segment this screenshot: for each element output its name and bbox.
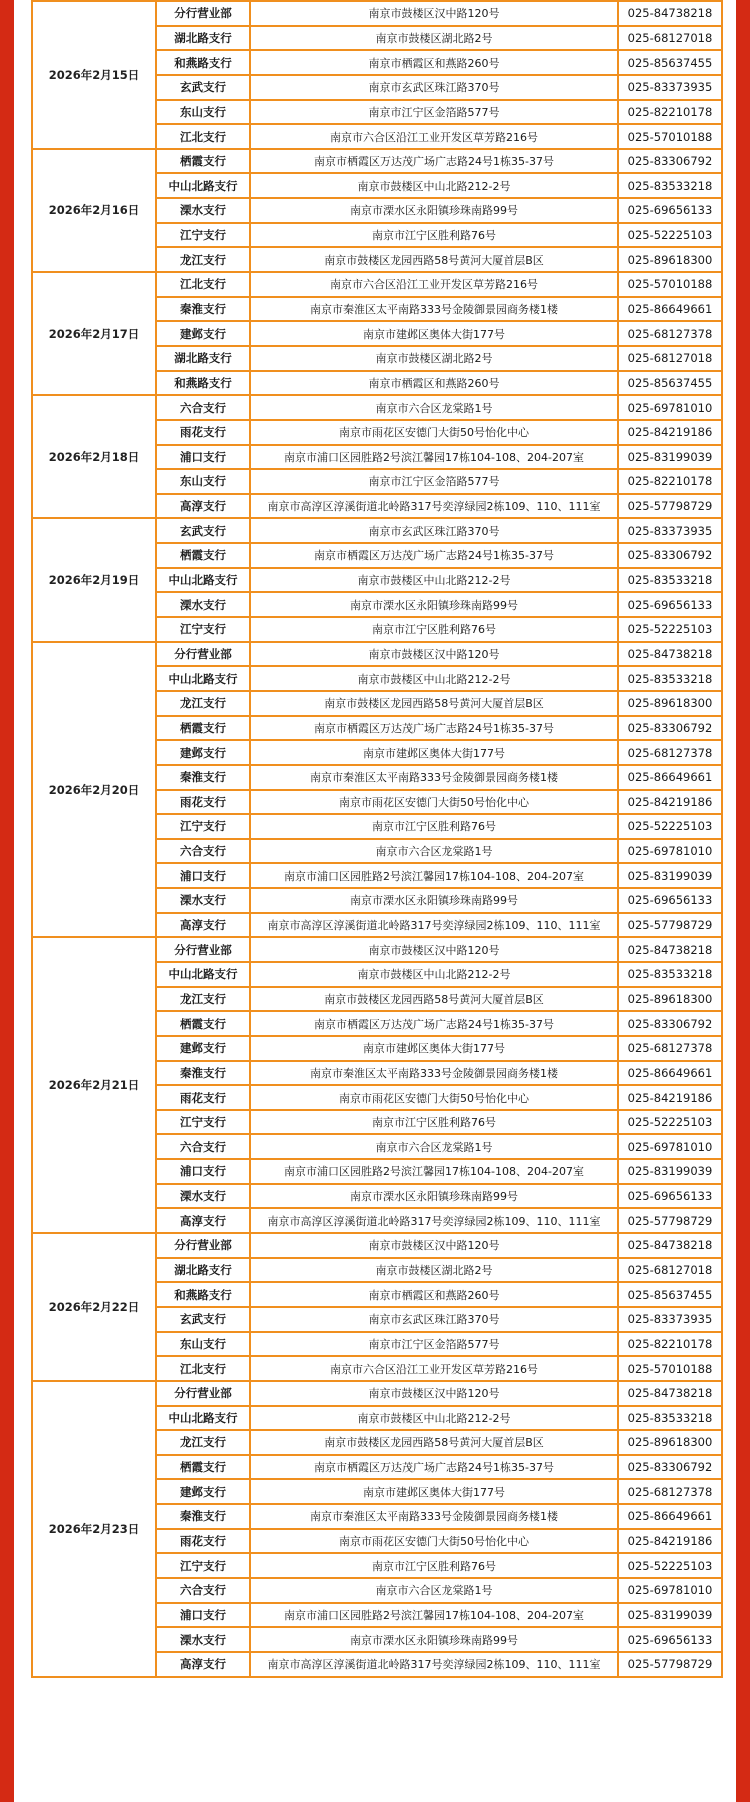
branch-name-cell: 溧水支行: [156, 198, 250, 223]
branch-name-cell: 和燕路支行: [156, 371, 250, 396]
branch-name-cell: 分行营业部: [156, 1, 250, 26]
phone-cell: 025-89618300: [618, 691, 722, 716]
address-cell: 南京市鼓楼区汉中路120号: [250, 1, 618, 26]
phone-cell: 025-68127378: [618, 1036, 722, 1061]
address-cell: 南京市六合区龙棠路1号: [250, 1578, 618, 1603]
phone-cell: 025-83306792: [618, 716, 722, 741]
date-cell: 2026年2月20日: [32, 642, 156, 938]
address-cell: 南京市高淳区淳溪街道北岭路317号奕淳绿园2栋109、110、111室: [250, 913, 618, 938]
branch-name-cell: 六合支行: [156, 1578, 250, 1603]
date-cell: 2026年2月17日: [32, 272, 156, 395]
branch-name-cell: 中山北路支行: [156, 962, 250, 987]
phone-cell: 025-57798729: [618, 1208, 722, 1233]
address-cell: 南京市秦淮区太平南路333号金陵御景园商务楼1楼: [250, 1061, 618, 1086]
date-cell: 2026年2月23日: [32, 1381, 156, 1677]
branch-name-cell: 栖霞支行: [156, 716, 250, 741]
branch-name-cell: 和燕路支行: [156, 1282, 250, 1307]
phone-cell: 025-89618300: [618, 247, 722, 272]
phone-cell: 025-82210178: [618, 1332, 722, 1357]
address-cell: 南京市江宁区胜利路76号: [250, 617, 618, 642]
phone-cell: 025-83199039: [618, 863, 722, 888]
phone-cell: 025-86649661: [618, 1504, 722, 1529]
address-cell: 南京市鼓楼区中山北路212-2号: [250, 173, 618, 198]
branch-name-cell: 湖北路支行: [156, 26, 250, 51]
address-cell: 南京市建邺区奥体大街177号: [250, 1479, 618, 1504]
branch-name-cell: 建邺支行: [156, 1036, 250, 1061]
phone-cell: 025-89618300: [618, 1430, 722, 1455]
phone-cell: 025-68127018: [618, 26, 722, 51]
branch-name-cell: 溧水支行: [156, 1627, 250, 1652]
address-cell: 南京市鼓楼区汉中路120号: [250, 642, 618, 667]
date-cell: 2026年2月19日: [32, 518, 156, 641]
phone-cell: 025-69656133: [618, 888, 722, 913]
phone-cell: 025-83373935: [618, 1307, 722, 1332]
branch-name-cell: 秦淮支行: [156, 297, 250, 322]
branch-name-cell: 秦淮支行: [156, 765, 250, 790]
branch-name-cell: 中山北路支行: [156, 173, 250, 198]
table-row: [32, 395, 722, 420]
address-cell: 南京市鼓楼区龙园西路58号黄河大厦首层B区: [250, 1430, 618, 1455]
branch-name-cell: 龙江支行: [156, 987, 250, 1012]
branch-name-cell: 雨花支行: [156, 420, 250, 445]
branch-name-cell: 建邺支行: [156, 1479, 250, 1504]
phone-cell: 025-83533218: [618, 666, 722, 691]
address-cell: 南京市溧水区永阳镇珍珠南路99号: [250, 888, 618, 913]
address-cell: 南京市鼓楼区龙园西路58号黄河大厦首层B区: [250, 247, 618, 272]
branch-name-cell: 栖霞支行: [156, 543, 250, 568]
phone-cell: 025-57798729: [618, 494, 722, 519]
phone-cell: 025-52225103: [618, 814, 722, 839]
branch-name-cell: 分行营业部: [156, 1381, 250, 1406]
address-cell: 南京市鼓楼区中山北路212-2号: [250, 962, 618, 987]
branch-name-cell: 溧水支行: [156, 1184, 250, 1209]
branch-name-cell: 溧水支行: [156, 592, 250, 617]
branch-name-cell: 东山支行: [156, 1332, 250, 1357]
branch-name-cell: 六合支行: [156, 839, 250, 864]
address-cell: 南京市雨花区安德门大街50号怡化中心: [250, 420, 618, 445]
date-cell: 2026年2月18日: [32, 395, 156, 518]
address-cell: 南京市鼓楼区中山北路212-2号: [250, 568, 618, 593]
table-row: [32, 642, 722, 667]
phone-cell: 025-84738218: [618, 1381, 722, 1406]
phone-cell: 025-83306792: [618, 543, 722, 568]
branch-name-cell: 分行营业部: [156, 937, 250, 962]
phone-cell: 025-84219186: [618, 790, 722, 815]
branch-name-cell: 江宁支行: [156, 1110, 250, 1135]
phone-cell: 025-84738218: [618, 642, 722, 667]
phone-cell: 025-69656133: [618, 198, 722, 223]
address-cell: 南京市雨花区安德门大街50号怡化中心: [250, 790, 618, 815]
branch-name-cell: 雨花支行: [156, 1529, 250, 1554]
branch-name-cell: 高淳支行: [156, 1652, 250, 1677]
phone-cell: 025-83306792: [618, 149, 722, 174]
phone-cell: 025-52225103: [618, 1110, 722, 1135]
address-cell: 南京市鼓楼区湖北路2号: [250, 26, 618, 51]
phone-cell: 025-68127378: [618, 321, 722, 346]
phone-cell: 025-86649661: [618, 765, 722, 790]
phone-cell: 025-84738218: [618, 1233, 722, 1258]
phone-cell: 025-83533218: [618, 962, 722, 987]
address-cell: 南京市雨花区安德门大街50号怡化中心: [250, 1085, 618, 1110]
phone-cell: 025-86649661: [618, 297, 722, 322]
address-cell: 南京市秦淮区太平南路333号金陵御景园商务楼1楼: [250, 1504, 618, 1529]
phone-cell: 025-86649661: [618, 1061, 722, 1086]
address-cell: 南京市浦口区园胜路2号滨江馨园17栋104-108、204-207室: [250, 1603, 618, 1628]
branch-schedule-table: [31, 0, 723, 1678]
table-row: [32, 937, 722, 962]
address-cell: 南京市六合区沿江工业开发区草芳路216号: [250, 1356, 618, 1381]
phone-cell: 025-52225103: [618, 1553, 722, 1578]
phone-cell: 025-84738218: [618, 937, 722, 962]
phone-cell: 025-69656133: [618, 592, 722, 617]
phone-cell: 025-69656133: [618, 1184, 722, 1209]
phone-cell: 025-83199039: [618, 1603, 722, 1628]
branch-name-cell: 六合支行: [156, 395, 250, 420]
address-cell: 南京市栖霞区和燕路260号: [250, 371, 618, 396]
phone-cell: 025-68127018: [618, 346, 722, 371]
branch-name-cell: 中山北路支行: [156, 1406, 250, 1431]
branch-name-cell: 中山北路支行: [156, 666, 250, 691]
address-cell: 南京市鼓楼区中山北路212-2号: [250, 666, 618, 691]
branch-name-cell: 秦淮支行: [156, 1061, 250, 1086]
address-cell: 南京市溧水区永阳镇珍珠南路99号: [250, 1184, 618, 1209]
address-cell: 南京市建邺区奥体大街177号: [250, 740, 618, 765]
address-cell: 南京市鼓楼区中山北路212-2号: [250, 1406, 618, 1431]
branch-name-cell: 玄武支行: [156, 518, 250, 543]
branch-name-cell: 高淳支行: [156, 494, 250, 519]
schedule-table-body: [32, 1, 722, 1677]
address-cell: 南京市江宁区金箔路577号: [250, 100, 618, 125]
branch-name-cell: 江北支行: [156, 124, 250, 149]
phone-cell: 025-83373935: [618, 75, 722, 100]
branch-name-cell: 东山支行: [156, 100, 250, 125]
address-cell: 南京市高淳区淳溪街道北岭路317号奕淳绿园2栋109、110、111室: [250, 494, 618, 519]
address-cell: 南京市建邺区奥体大街177号: [250, 1036, 618, 1061]
branch-name-cell: 江北支行: [156, 1356, 250, 1381]
phone-cell: 025-83306792: [618, 1455, 722, 1480]
branch-name-cell: 溧水支行: [156, 888, 250, 913]
phone-cell: 025-69781010: [618, 839, 722, 864]
branch-name-cell: 分行营业部: [156, 642, 250, 667]
branch-name-cell: 秦淮支行: [156, 1504, 250, 1529]
phone-cell: 025-69656133: [618, 1627, 722, 1652]
address-cell: 南京市江宁区金箔路577号: [250, 469, 618, 494]
address-cell: 南京市浦口区园胜路2号滨江馨园17栋104-108、204-207室: [250, 1159, 618, 1184]
address-cell: 南京市六合区龙棠路1号: [250, 1134, 618, 1159]
phone-cell: 025-83533218: [618, 1406, 722, 1431]
phone-cell: 025-57798729: [618, 913, 722, 938]
phone-cell: 025-57010188: [618, 1356, 722, 1381]
date-cell: 2026年2月22日: [32, 1233, 156, 1381]
branch-name-cell: 浦口支行: [156, 445, 250, 470]
branch-name-cell: 分行营业部: [156, 1233, 250, 1258]
address-cell: 南京市鼓楼区汉中路120号: [250, 1381, 618, 1406]
phone-cell: 025-84219186: [618, 420, 722, 445]
phone-cell: 025-68127378: [618, 740, 722, 765]
branch-name-cell: 江宁支行: [156, 814, 250, 839]
table-row: [32, 1, 722, 26]
date-cell: 2026年2月16日: [32, 149, 156, 272]
address-cell: 南京市溧水区永阳镇珍珠南路99号: [250, 198, 618, 223]
branch-name-cell: 玄武支行: [156, 75, 250, 100]
branch-name-cell: 雨花支行: [156, 790, 250, 815]
branch-name-cell: 建邺支行: [156, 740, 250, 765]
branch-name-cell: 浦口支行: [156, 863, 250, 888]
phone-cell: 025-69781010: [618, 1578, 722, 1603]
phone-cell: 025-57010188: [618, 272, 722, 297]
address-cell: 南京市栖霞区万达茂广场广志路24号1栋35-37号: [250, 716, 618, 741]
branch-name-cell: 高淳支行: [156, 1208, 250, 1233]
table-row: [32, 518, 722, 543]
branch-name-cell: 高淳支行: [156, 913, 250, 938]
branch-name-cell: 湖北路支行: [156, 346, 250, 371]
phone-cell: 025-83199039: [618, 445, 722, 470]
phone-cell: 025-57798729: [618, 1652, 722, 1677]
phone-cell: 025-83199039: [618, 1159, 722, 1184]
address-cell: 南京市鼓楼区龙园西路58号黄河大厦首层B区: [250, 987, 618, 1012]
branch-name-cell: 玄武支行: [156, 1307, 250, 1332]
address-cell: 南京市六合区龙棠路1号: [250, 839, 618, 864]
address-cell: 南京市建邺区奥体大街177号: [250, 321, 618, 346]
table-row: [32, 1381, 722, 1406]
branch-name-cell: 龙江支行: [156, 247, 250, 272]
phone-cell: 025-82210178: [618, 469, 722, 494]
address-cell: 南京市江宁区胜利路76号: [250, 814, 618, 839]
address-cell: 南京市溧水区永阳镇珍珠南路99号: [250, 1627, 618, 1652]
phone-cell: 025-83306792: [618, 1011, 722, 1036]
phone-cell: 025-52225103: [618, 617, 722, 642]
address-cell: 南京市鼓楼区龙园西路58号黄河大厦首层B区: [250, 691, 618, 716]
branch-name-cell: 江宁支行: [156, 1553, 250, 1578]
phone-cell: 025-68127018: [618, 1258, 722, 1283]
branch-name-cell: 和燕路支行: [156, 50, 250, 75]
address-cell: 南京市高淳区淳溪街道北岭路317号奕淳绿园2栋109、110、111室: [250, 1208, 618, 1233]
branch-name-cell: 龙江支行: [156, 691, 250, 716]
branch-name-cell: 浦口支行: [156, 1603, 250, 1628]
address-cell: 南京市栖霞区万达茂广场广志路24号1栋35-37号: [250, 1011, 618, 1036]
address-cell: 南京市溧水区永阳镇珍珠南路99号: [250, 592, 618, 617]
date-cell: 2026年2月15日: [32, 1, 156, 149]
phone-cell: 025-85637455: [618, 371, 722, 396]
table-row: [32, 149, 722, 174]
phone-cell: 025-52225103: [618, 223, 722, 248]
address-cell: 南京市浦口区园胜路2号滨江馨园17栋104-108、204-207室: [250, 445, 618, 470]
address-cell: 南京市栖霞区万达茂广场广志路24号1栋35-37号: [250, 149, 618, 174]
phone-cell: 025-69781010: [618, 1134, 722, 1159]
phone-cell: 025-89618300: [618, 987, 722, 1012]
phone-cell: 025-84219186: [618, 1529, 722, 1554]
address-cell: 南京市六合区龙棠路1号: [250, 395, 618, 420]
address-cell: 南京市玄武区珠江路370号: [250, 518, 618, 543]
phone-cell: 025-84219186: [618, 1085, 722, 1110]
branch-name-cell: 栖霞支行: [156, 1455, 250, 1480]
branch-name-cell: 六合支行: [156, 1134, 250, 1159]
branch-name-cell: 江北支行: [156, 272, 250, 297]
phone-cell: 025-82210178: [618, 100, 722, 125]
branch-name-cell: 雨花支行: [156, 1085, 250, 1110]
address-cell: 南京市鼓楼区湖北路2号: [250, 1258, 618, 1283]
branch-name-cell: 江宁支行: [156, 223, 250, 248]
branch-name-cell: 江宁支行: [156, 617, 250, 642]
address-cell: 南京市栖霞区和燕路260号: [250, 1282, 618, 1307]
branch-name-cell: 湖北路支行: [156, 1258, 250, 1283]
address-cell: 南京市高淳区淳溪街道北岭路317号奕淳绿园2栋109、110、111室: [250, 1652, 618, 1677]
address-cell: 南京市秦淮区太平南路333号金陵御景园商务楼1楼: [250, 297, 618, 322]
date-cell: 2026年2月21日: [32, 937, 156, 1233]
phone-cell: 025-84738218: [618, 1, 722, 26]
address-cell: 南京市玄武区珠江路370号: [250, 75, 618, 100]
phone-cell: 025-83533218: [618, 568, 722, 593]
phone-cell: 025-69781010: [618, 395, 722, 420]
phone-cell: 025-85637455: [618, 50, 722, 75]
address-cell: 南京市栖霞区和燕路260号: [250, 50, 618, 75]
branch-name-cell: 龙江支行: [156, 1430, 250, 1455]
address-cell: 南京市六合区沿江工业开发区草芳路216号: [250, 124, 618, 149]
table-row: [32, 1233, 722, 1258]
address-cell: 南京市江宁区金箔路577号: [250, 1332, 618, 1357]
address-cell: 南京市雨花区安德门大街50号怡化中心: [250, 1529, 618, 1554]
phone-cell: 025-85637455: [618, 1282, 722, 1307]
branch-name-cell: 栖霞支行: [156, 1011, 250, 1036]
address-cell: 南京市鼓楼区湖北路2号: [250, 346, 618, 371]
branch-name-cell: 建邺支行: [156, 321, 250, 346]
phone-cell: 025-68127378: [618, 1479, 722, 1504]
address-cell: 南京市秦淮区太平南路333号金陵御景园商务楼1楼: [250, 765, 618, 790]
branch-name-cell: 中山北路支行: [156, 568, 250, 593]
address-cell: 南京市玄武区珠江路370号: [250, 1307, 618, 1332]
branch-name-cell: 浦口支行: [156, 1159, 250, 1184]
address-cell: 南京市鼓楼区汉中路120号: [250, 1233, 618, 1258]
address-cell: 南京市栖霞区万达茂广场广志路24号1栋35-37号: [250, 543, 618, 568]
phone-cell: 025-83373935: [618, 518, 722, 543]
address-cell: 南京市江宁区胜利路76号: [250, 1110, 618, 1135]
branch-name-cell: 东山支行: [156, 469, 250, 494]
address-cell: 南京市江宁区胜利路76号: [250, 223, 618, 248]
address-cell: 南京市江宁区胜利路76号: [250, 1553, 618, 1578]
branch-name-cell: 栖霞支行: [156, 149, 250, 174]
address-cell: 南京市鼓楼区汉中路120号: [250, 937, 618, 962]
address-cell: 南京市浦口区园胜路2号滨江馨园17栋104-108、204-207室: [250, 863, 618, 888]
table-row: [32, 272, 722, 297]
address-cell: 南京市栖霞区万达茂广场广志路24号1栋35-37号: [250, 1455, 618, 1480]
address-cell: 南京市六合区沿江工业开发区草芳路216号: [250, 272, 618, 297]
phone-cell: 025-83533218: [618, 173, 722, 198]
phone-cell: 025-57010188: [618, 124, 722, 149]
